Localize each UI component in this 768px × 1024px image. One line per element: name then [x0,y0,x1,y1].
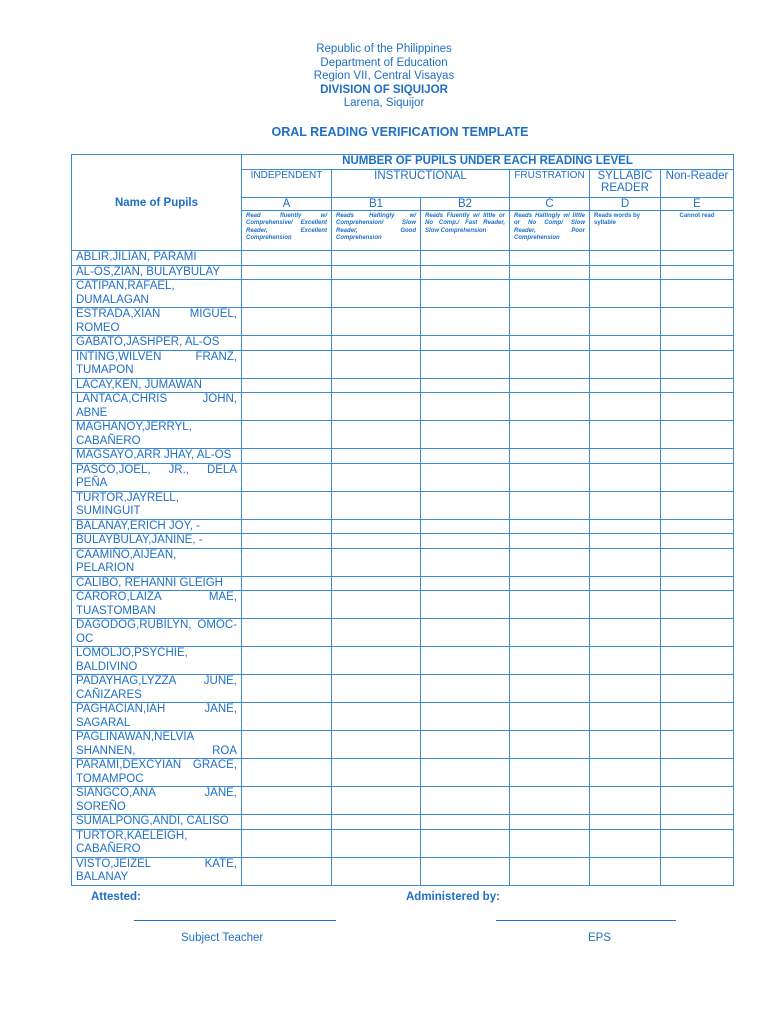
tally-cell-b2[interactable] [421,703,510,731]
description-c: Reads Haltingly w/ little or No Comp/ Slow Reader, Poor Comprehension [510,211,590,251]
tally-cell-e[interactable] [661,576,734,591]
tally-cell-b1[interactable] [332,251,421,266]
description-e: Cannot read [661,211,734,251]
tally-cell-d[interactable] [590,308,661,336]
tally-cell-b1[interactable] [332,731,421,759]
tally-cell-e[interactable] [661,619,734,647]
tally-cell-e[interactable] [661,350,734,378]
tally-cell-b2[interactable] [421,336,510,351]
tally-cell-b2[interactable] [421,647,510,675]
tally-cell-b1[interactable] [332,815,421,830]
pupil-name: PAGLINAWAN,NELVIA SHANNEN, ROA [72,731,242,759]
tally-cell-e[interactable] [661,675,734,703]
tally-cell-a[interactable] [242,675,332,703]
tally-cell-a[interactable] [242,759,332,787]
level-frustration: FRUSTRATION [510,170,590,198]
tally-cell-e[interactable] [661,251,734,266]
tally-cell-e[interactable] [661,857,734,885]
tally-cell-e[interactable] [661,829,734,857]
tally-cell-d[interactable] [590,534,661,549]
pupil-row [72,815,734,830]
tally-cell-a[interactable] [242,703,332,731]
tally-cell-b2[interactable] [421,265,510,280]
tally-cell-a[interactable] [242,393,332,421]
tally-cell-c[interactable] [510,548,590,576]
tally-cell-a[interactable] [242,449,332,464]
name-of-pupils-header: Name of Pupils [72,155,242,251]
subject-teacher-signature-line [134,920,336,921]
pupil-row [72,703,734,731]
letter-e: E [661,198,734,211]
tally-cell-d[interactable] [590,350,661,378]
tally-cell-e[interactable] [661,378,734,393]
tally-cell-e[interactable] [661,280,734,308]
tally-cell-c[interactable] [510,393,590,421]
letter-b2: B2 [421,198,510,211]
header-republic: Republic of the Philippines [316,43,452,55]
tally-cell-e[interactable] [661,336,734,351]
tally-cell-b1[interactable] [332,857,421,885]
tally-cell-d[interactable] [590,787,661,815]
pupil-row [72,829,734,857]
description-a: Read fluently w/ Comprehensive/ Excellent Reader, Excellent Comprehension [242,211,332,251]
letter-d: D [590,198,661,211]
tally-cell-b2[interactable] [421,251,510,266]
pupil-row [72,393,734,421]
tally-cell-b2[interactable] [421,576,510,591]
tally-cell-e[interactable] [661,759,734,787]
tally-cell-b2[interactable] [421,519,510,534]
pupil-name: MAGSAYO,ARR JHAY, AL-OS [72,449,242,464]
tally-cell-e[interactable] [661,731,734,759]
tally-cell-b1[interactable] [332,647,421,675]
tally-cell-b2[interactable] [421,308,510,336]
tally-cell-d[interactable] [590,647,661,675]
pupil-name: INTING,WILVEN FRANZ, TUMAPON [72,350,242,378]
tally-cell-b1[interactable] [332,336,421,351]
tally-cell-b1[interactable] [332,378,421,393]
tally-cell-b2[interactable] [421,463,510,491]
pupil-row [72,350,734,378]
page-title: ORAL READING VERIFICATION TEMPLATE [271,125,529,139]
tally-cell-d[interactable] [590,393,661,421]
tally-cell-b1[interactable] [332,449,421,464]
tally-cell-e[interactable] [661,647,734,675]
tally-cell-b1[interactable] [332,491,421,519]
tally-cell-a[interactable] [242,815,332,830]
tally-cell-c[interactable] [510,857,590,885]
pupil-name: BALANAY,ERICH JOY, - [72,519,242,534]
pupil-name: PADAYHAG,LYZZA JUNE, CAÑIZARES [72,675,242,703]
tally-cell-e[interactable] [661,534,734,549]
tally-cell-c[interactable] [510,759,590,787]
pupil-row [72,265,734,280]
tally-cell-b2[interactable] [421,619,510,647]
tally-cell-c[interactable] [510,421,590,449]
tally-cell-b1[interactable] [332,675,421,703]
tally-cell-b2[interactable] [421,449,510,464]
pupil-row [72,280,734,308]
tally-cell-d[interactable] [590,576,661,591]
tally-cell-e[interactable] [661,393,734,421]
eps-signature-line [496,920,676,921]
tally-cell-c[interactable] [510,619,590,647]
tally-cell-b2[interactable] [421,378,510,393]
tally-cell-b1[interactable] [332,619,421,647]
tally-cell-a[interactable] [242,787,332,815]
tally-cell-b1[interactable] [332,265,421,280]
tally-cell-b2[interactable] [421,534,510,549]
tally-cell-a[interactable] [242,857,332,885]
tally-cell-e[interactable] [661,548,734,576]
tally-cell-e[interactable] [661,815,734,830]
pupil-row [72,857,734,885]
tally-cell-b2[interactable] [421,815,510,830]
pupil-name: LACAY,KEN, JUMAWAN [72,378,242,393]
header-department: Department of Education [320,56,448,69]
pupil-name: VISTO,JEIZEL KATE, BALANAY [72,857,242,885]
pupil-name: CATIPAN,RAFAEL, DUMALAGAN [72,280,242,308]
tally-cell-e[interactable] [661,491,734,519]
pupil-row [72,519,734,534]
pupil-row [72,787,734,815]
tally-cell-a[interactable] [242,534,332,549]
tally-cell-d[interactable] [590,731,661,759]
tally-cell-a[interactable] [242,619,332,647]
tally-cell-d[interactable] [590,251,661,266]
tally-cell-d[interactable] [590,519,661,534]
tally-cell-b1[interactable] [332,829,421,857]
tally-cell-d[interactable] [590,421,661,449]
tally-cell-d[interactable] [590,829,661,857]
tally-cell-a[interactable] [242,576,332,591]
header-division: DIVISION OF SIQUIJOR [320,83,448,96]
tally-cell-b1[interactable] [332,463,421,491]
pupil-name: LANTACA,CHRIS JOHN, ABNE [72,393,242,421]
tally-cell-b1[interactable] [332,759,421,787]
tally-cell-c[interactable] [510,449,590,464]
tally-cell-a[interactable] [242,829,332,857]
tally-cell-b2[interactable] [421,591,510,619]
tally-cell-a[interactable] [242,647,332,675]
tally-cell-a[interactable] [242,308,332,336]
tally-cell-a[interactable] [242,421,332,449]
tally-cell-d[interactable] [590,280,661,308]
description-b1: Reads Haltingly w/ Comprehension/ Slow Reader, Good Comprehension [332,211,421,251]
pupil-row [72,619,734,647]
tally-cell-e[interactable] [661,519,734,534]
tally-cell-c[interactable] [510,378,590,393]
tally-cell-b2[interactable] [421,829,510,857]
pupil-row [72,336,734,351]
tally-cell-b1[interactable] [332,576,421,591]
level-syllabic-reader: SYLLABIC READER [590,170,661,198]
tally-cell-e[interactable] [661,308,734,336]
tally-cell-b2[interactable] [421,759,510,787]
pupil-name: CAAMIÑO,AIJEAN, PELARION [72,548,242,576]
tally-cell-d[interactable] [590,449,661,464]
pupil-row [72,759,734,787]
tally-cell-e[interactable] [661,703,734,731]
tally-cell-b1[interactable] [332,787,421,815]
pupil-name: BULAYBULAY,JANINE, - [72,534,242,549]
tally-cell-d[interactable] [590,759,661,787]
pupil-name: ABLIR,JILIAN, PARAMI [72,251,242,266]
tally-cell-a[interactable] [242,251,332,266]
tally-cell-b2[interactable] [421,548,510,576]
header-location: Larena, Siquijor [343,97,425,110]
tally-cell-d[interactable] [590,675,661,703]
tally-cell-b1[interactable] [332,519,421,534]
tally-cell-a[interactable] [242,336,332,351]
tally-cell-e[interactable] [661,787,734,815]
tally-cell-d[interactable] [590,619,661,647]
tally-cell-c[interactable] [510,675,590,703]
tally-cell-d[interactable] [590,815,661,830]
pupil-row [72,421,734,449]
tally-cell-d[interactable] [590,548,661,576]
level-non-reader: Non-Reader [661,170,734,198]
pupil-name: SIANGCO,ANA JANE, SOREÑO [72,787,242,815]
tally-cell-e[interactable] [661,421,734,449]
level-independent: INDEPENDENT [242,170,332,198]
document-header [0,43,768,111]
pupil-name: DAGODOG,RUBILYN, OMOC-OC [72,619,242,647]
description-d: Reads words by syllable [590,211,661,251]
tally-cell-c[interactable] [510,336,590,351]
tally-cell-a[interactable] [242,280,332,308]
tally-cell-b2[interactable] [421,731,510,759]
pupil-row [72,251,734,266]
tally-cell-a[interactable] [242,350,332,378]
tally-cell-c[interactable] [510,576,590,591]
tally-cell-b1[interactable] [332,703,421,731]
tally-cell-b1[interactable] [332,534,421,549]
tally-cell-b2[interactable] [421,393,510,421]
tally-cell-a[interactable] [242,491,332,519]
pupil-row [72,647,734,675]
tally-cell-e[interactable] [661,265,734,280]
pupil-row [72,491,734,519]
pupil-name: ESTRADA,XIAN MIGUEL, ROMEO [72,308,242,336]
tally-cell-a[interactable] [242,731,332,759]
tally-cell-a[interactable] [242,519,332,534]
tally-cell-c[interactable] [510,829,590,857]
tally-cell-a[interactable] [242,548,332,576]
tally-cell-c[interactable] [510,591,590,619]
pupil-row [72,449,734,464]
tally-cell-c[interactable] [510,350,590,378]
tally-cell-d[interactable] [590,463,661,491]
tally-cell-b2[interactable] [421,280,510,308]
tally-cell-a[interactable] [242,378,332,393]
tally-cell-c[interactable] [510,703,590,731]
tally-cell-c[interactable] [510,491,590,519]
description-b2: Reads Fluently w/ little or No Comp./ Fast Reader, Slow Comprehension [421,211,510,251]
pupil-name: MAGHANOY,JERRYL, CABAÑERO [72,421,242,449]
tally-cell-d[interactable] [590,591,661,619]
letter-c: C [510,198,590,211]
tally-cell-c[interactable] [510,519,590,534]
tally-cell-b2[interactable] [421,491,510,519]
tally-cell-c[interactable] [510,815,590,830]
pupil-row [72,548,734,576]
pupil-row [72,675,734,703]
tally-cell-c[interactable] [510,265,590,280]
tally-cell-c[interactable] [510,463,590,491]
tally-cell-b1[interactable] [332,393,421,421]
tally-cell-d[interactable] [590,703,661,731]
tally-cell-c[interactable] [510,251,590,266]
reading-verification-table [71,154,734,886]
eps-label: EPS [588,932,612,944]
pupil-name: CALIBO, REHANNI GLEIGH [72,576,242,591]
pupil-name: TURTOR,JAYRELL, SUMINGUIT [72,491,242,519]
tally-cell-c[interactable] [510,787,590,815]
pupil-row [72,731,734,759]
tally-cell-c[interactable] [510,534,590,549]
pupil-row [72,308,734,336]
tally-cell-c[interactable] [510,308,590,336]
tally-cell-b1[interactable] [332,308,421,336]
pupil-name: SUMALPONG,ANDI, CALISO [72,815,242,830]
tally-cell-b2[interactable] [421,857,510,885]
subject-teacher-label: Subject Teacher [181,932,264,944]
pupil-name: CARORO,LAIZA MAE, TUASTOMBAN [72,591,242,619]
pupil-name: PARAMI,DEXCYIAN GRACE, TOMAMPOC [72,759,242,787]
tally-cell-e[interactable] [661,591,734,619]
tally-cell-b1[interactable] [332,591,421,619]
tally-cell-a[interactable] [242,265,332,280]
pupil-name: GABATO,JASHPER, AL-OS [72,336,242,351]
tally-cell-b1[interactable] [332,280,421,308]
tally-cell-c[interactable] [510,647,590,675]
tally-cell-d[interactable] [590,491,661,519]
tally-cell-b1[interactable] [332,350,421,378]
tally-cell-d[interactable] [590,265,661,280]
pupil-name: TURTOR,KAELEIGH, CABAÑERO [72,829,242,857]
pupil-row [72,591,734,619]
pupil-row [72,378,734,393]
tally-cell-c[interactable] [510,280,590,308]
tally-cell-d[interactable] [590,336,661,351]
tally-cell-b1[interactable] [332,421,421,449]
pupil-row [72,463,734,491]
administered-by-label: Administered by: [406,891,500,903]
level-instructional: INSTRUCTIONAL [332,170,510,198]
tally-cell-b1[interactable] [332,548,421,576]
tally-cell-b2[interactable] [421,350,510,378]
tally-cell-b2[interactable] [421,787,510,815]
header-region: Region VII, Central Visayas [313,70,455,83]
tally-cell-a[interactable] [242,463,332,491]
tally-cell-e[interactable] [661,449,734,464]
pupil-name: PAGHACIAN,IAH JANE, SAGARAL [72,703,242,731]
letter-a: A [242,198,332,211]
attested-label: Attested: [91,891,141,903]
tally-cell-d[interactable] [590,378,661,393]
pupil-name: LOMOLJO,PSYCHIE, BALDIVINO [72,647,242,675]
letter-b1: B1 [332,198,421,211]
tally-cell-b2[interactable] [421,421,510,449]
pupil-row [72,534,734,549]
tally-cell-c[interactable] [510,731,590,759]
pupil-name: AL-OS,ZIAN, BULAYBULAY [72,265,242,280]
pupil-name: PASCO,JOEL, JR., DELA PEÑA [72,463,242,491]
tally-cell-b2[interactable] [421,675,510,703]
tally-cell-d[interactable] [590,857,661,885]
tally-cell-a[interactable] [242,591,332,619]
tally-cell-e[interactable] [661,463,734,491]
pupil-row [72,576,734,591]
reading-level-group-header: NUMBER OF PUPILS UNDER EACH READING LEVEL [242,155,734,170]
